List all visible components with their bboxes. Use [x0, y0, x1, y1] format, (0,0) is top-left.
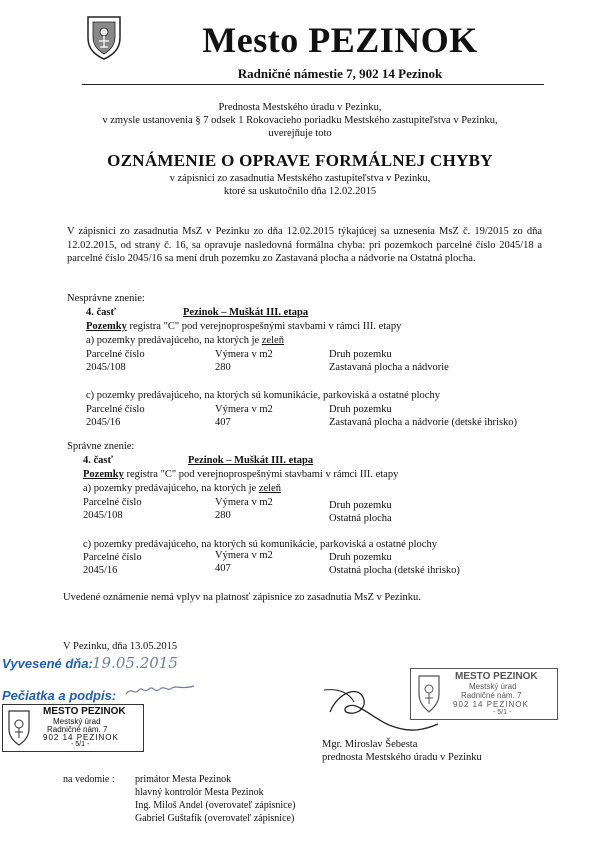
correct-c-type: Ostatná plocha (detské ihrisko) [329, 565, 460, 576]
place-date: V Pezinku, dňa 13.05.2015 [63, 641, 178, 652]
incorrect-c-col2: Výmera v m2 [215, 404, 273, 415]
stamp-right-line-2: Mestský úrad [469, 682, 517, 691]
incorrect-a-type: Zastavaná plocha a nádvorie [329, 362, 449, 373]
incorrect-a-heading [86, 334, 284, 347]
incorrect-part: 4. časť [86, 307, 116, 318]
correct-registry [83, 468, 398, 481]
posted-label: Vyvesené dňa: [2, 656, 93, 671]
correct-a-heading [83, 482, 281, 495]
cc-item: hlavný kontrolór Mesta Pezinok [135, 787, 264, 798]
correct-a-parcel: 2045/108 [83, 510, 123, 521]
stamp-line-5: - 5/1 - [71, 741, 90, 748]
intro-line-1: Prednosta Mestského úradu v Pezinku, [218, 102, 382, 113]
correct-part: 4. časť [83, 455, 113, 466]
cc-item: Ing. Miloš Andel (overovateľ zápisnice) [135, 800, 296, 811]
correct-c-col1: Parcelné číslo [83, 552, 142, 563]
incorrect-label: Nesprávne znenie: [67, 293, 145, 304]
correct-label: Správne znenie: [67, 441, 135, 452]
incorrect-c-parcel: 2045/16 [86, 417, 121, 428]
posted-date: 19.05.2015 [92, 654, 178, 672]
correct-c-area: 407 [215, 563, 231, 574]
incorrect-c-col3: Druh pozemku [329, 404, 392, 415]
stamp-right-line-1: MESTO PEZINOK [455, 671, 538, 682]
stamp-crest-icon [7, 709, 31, 747]
correct-a-area: 280 [215, 510, 231, 521]
incorrect-project: Pezinok – Muškát III. etapa [183, 307, 309, 318]
signatory-role: prednosta Mestského úradu v Pezinku [322, 752, 482, 763]
stamp-line-3: Radničné nám. 7 [47, 725, 108, 734]
correct-registry-rest: registra "C" pod verejnoprospešnými stavbami v rámci III. etapy [123, 469, 399, 480]
stamp-crest-icon-right [417, 674, 441, 714]
correct-project: Pezinok – Muškát III. etapa [188, 455, 314, 466]
correct-c-heading: c) pozemky predávajúceho, na ktorých sú komunikácie, parkoviská a ostatné plochy [83, 539, 437, 550]
stamp-line-4: 902 14 PEZINOK [43, 733, 119, 742]
stamp-line-1: MESTO PEZINOK [43, 706, 126, 717]
correct-c-col2: Výmera v m2 [215, 550, 273, 561]
page-title: Mesto PEZINOK [202, 20, 478, 60]
incorrect-registry-rest: registra "C" pod verejnoprospešnými stavbami v rámci III. etapy [126, 321, 402, 332]
incorrect-c-heading: c) pozemky predávajúceho, na ktorých sú komunikácie, parkoviská a ostatné plochy [86, 390, 440, 401]
incorrect-a-word: zeleň [261, 335, 284, 346]
correct-c-col3: Druh pozemku [329, 552, 392, 563]
correct-a-text: a) pozemky predávajúceho, na ktorých je [83, 483, 259, 494]
notice-heading: OZNÁMENIE O OPRAVE FORMÁLNEJ CHYBY [107, 151, 493, 170]
header-address: Radničné námestie 7, 902 14 Pezinok [237, 66, 443, 81]
intro-line-3: uverejňuje toto [268, 128, 332, 139]
incorrect-c-area: 407 [215, 417, 231, 428]
correct-registry-bold: Pozemky [83, 469, 124, 480]
correct-a-col1: Parcelné číslo [83, 497, 142, 508]
signatory-name: Mgr. Miroslav Šebesta [322, 739, 418, 750]
incorrect-a-area: 280 [215, 362, 231, 373]
incorrect-a-col2: Výmera v m2 [215, 349, 273, 360]
incorrect-a-col3: Druh pozemku [329, 349, 392, 360]
stamp-right-line-5: - 5/1 - [493, 709, 512, 716]
stamp-line-2: Mestský úrad [53, 717, 101, 726]
incorrect-a-parcel: 2045/108 [86, 362, 126, 373]
incorrect-c-type: Zastavaná plocha a nádvorie (detské ihrisko) [329, 417, 518, 428]
official-stamp-left [2, 704, 144, 752]
incorrect-registry [86, 320, 401, 333]
correct-a-type: Ostatná plocha [329, 513, 392, 524]
incorrect-c-col1: Parcelné číslo [86, 404, 145, 415]
handwritten-initials-signature [124, 680, 196, 700]
city-coat-of-arms-icon [85, 14, 123, 60]
incorrect-registry-bold: Pozemky [86, 321, 127, 332]
notice-subtitle-1: v zápisnici zo zasadnutia Mestského zastupiteľstva v Pezinku, [169, 173, 431, 184]
body-paragraph: V zápisnici zo zasadnutia MsZ v Pezinku zo dňa 12.02.2015 týkajúcej sa uznesenia MsZ č. 19/2015 zo dňa 12.02.2015, od strany č. 16, sa opravuje nasledovná formálna chyba: pri pozemkoch parcelné číslo 2045/18 a parcelné číslo 2045/16 sa mení druh pozemku zo Zastavaná plocha a nádvorie na Ostatná plocha. [67, 226, 542, 264]
stamp-right-line-3: Radničné nám. 7 [461, 691, 522, 700]
official-stamp-right [410, 668, 558, 720]
closing-statement: Uvedené oznámenie nemá vplyv na platnosť zápisnice zo zasadnutia MsZ v Pezinku. [63, 592, 421, 603]
header-divider [82, 84, 544, 85]
correct-a-col2: Výmera v m2 [215, 497, 273, 508]
correct-a-col3: Druh pozemku [329, 500, 392, 511]
notice-subtitle-2: ktoré sa uskutočnilo dňa 12.02.2015 [223, 186, 377, 197]
incorrect-a-col1: Parcelné číslo [86, 349, 145, 360]
cc-item: primátor Mesta Pezinok [135, 774, 232, 785]
stamp-right-line-4: 902 14 PEZINOK [453, 700, 529, 709]
cc-item: Gabriel Guštafík (overovateľ zápisnice) [135, 813, 295, 824]
cc-label: na vedomie : [63, 774, 115, 785]
correct-a-word: zeleň [258, 483, 281, 494]
correct-c-parcel: 2045/16 [83, 565, 118, 576]
stamp-sign-label: Pečiatka a podpis: [2, 688, 117, 703]
intro-line-2: v zmysle ustanovenia § 7 odsek 1 Rokovacieho poriadku Mestského zastupiteľstva v Pezinku, [102, 115, 498, 126]
incorrect-a-text: a) pozemky predávajúceho, na ktorých je [86, 335, 262, 346]
